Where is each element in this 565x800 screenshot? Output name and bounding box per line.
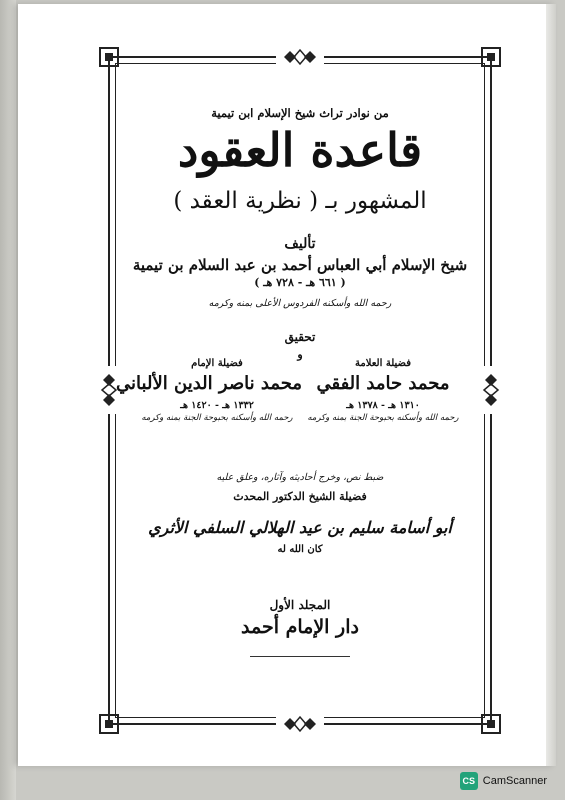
publisher-underline — [250, 656, 350, 657]
author-years: ( ٦٦١ هـ - ٧٢٨ هـ ) — [254, 276, 346, 289]
camscanner-label: CamScanner — [482, 775, 547, 787]
investigator-1 — [298, 358, 468, 423]
camscanner-logo-icon: CS — [460, 772, 478, 790]
bottom-center-ornament — [276, 714, 324, 734]
corner-ornament-top-left — [96, 44, 122, 70]
ornamental-frame — [108, 56, 492, 725]
series-line: من نوادر تراث شيخ الإسلام ابن تيمية — [211, 106, 389, 120]
top-center-ornament — [276, 47, 324, 67]
investigator-1-name: محمد حامد الفقي — [316, 373, 450, 394]
investigator-2-label: فضيلة الإمام — [191, 358, 243, 369]
investigator-1-note: رحمه الله وأسكنه بحبوحة الجنة بمنه وكرمه — [307, 413, 459, 423]
editor-title: فضيلة الشيخ الدكتور المحدث — [233, 490, 367, 503]
publisher-name: دار الإمام أحمد — [241, 616, 359, 638]
editor-prayer: كان الله له — [277, 544, 323, 555]
investigator-1-label: فضيلة العلامة — [355, 358, 411, 369]
corner-ornament-bottom-right — [478, 711, 504, 737]
book-title: قاعدة العقود — [177, 123, 423, 177]
right-center-ornament — [481, 366, 501, 414]
title-page — [18, 4, 556, 766]
author-name: شيخ الإسلام أبي العباس أحمد بن عبد السلام بن تيمية — [132, 256, 468, 274]
volume-label: المجلد الأول — [269, 598, 331, 612]
investigator-2-note: رحمه الله وأسكنه بحبوحة الجنة بمنه وكرمه — [141, 413, 293, 423]
conjunction: و — [297, 348, 303, 361]
book-subtitle: المشهور بـ ( نظرية العقد ) — [173, 188, 427, 214]
authorship-label: تأليف — [284, 236, 316, 252]
investigator-1-years: ١٣١٠ هـ - ١٣٧٨ هـ — [346, 400, 420, 411]
editor-name: أبو أسامة سليم بن عيد الهلالي السلفي الأثري — [148, 518, 452, 537]
investigator-2 — [116, 358, 302, 423]
investigation-label: تحقيق — [284, 330, 316, 344]
page-edge — [546, 4, 556, 766]
editing-line: ضبط نص، وخرج أحاديثه وآثاره، وعلق عليه — [216, 472, 384, 483]
camscanner-watermark — [460, 772, 547, 790]
corner-ornament-bottom-left — [96, 711, 122, 737]
author-prayer: رحمه الله وأسكنه الفردوس الأعلى بمنه وكرمه — [208, 298, 392, 309]
investigator-2-years: ١٣٣٢ هـ - ١٤٢٠ هـ — [180, 400, 254, 411]
book-spine — [0, 0, 16, 800]
investigator-2-name: محمد ناصر الدين الألباني — [116, 373, 302, 394]
corner-ornament-top-right — [478, 44, 504, 70]
